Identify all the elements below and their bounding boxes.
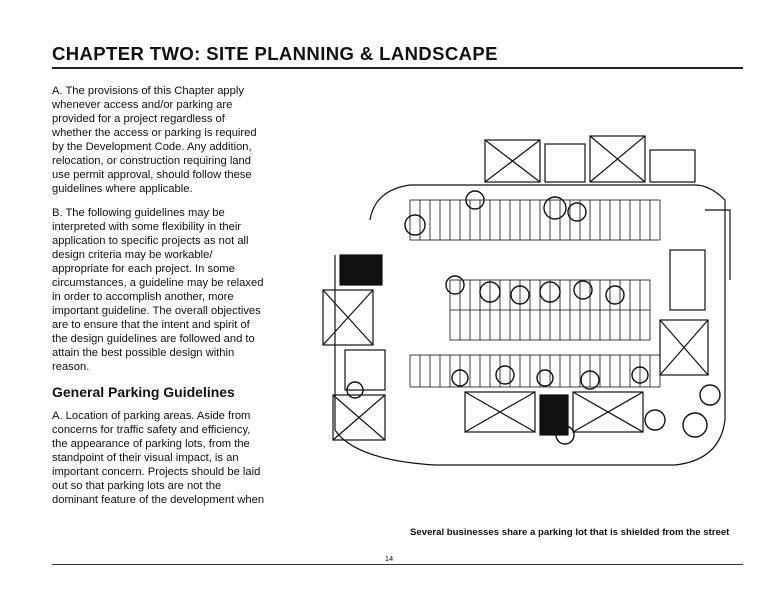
top-buildings — [485, 136, 695, 182]
header-rule — [52, 67, 743, 69]
figure-caption: Several businesses share a parking lot that is shielded from the street — [410, 527, 730, 538]
section-heading: General Parking Guidelines — [52, 384, 235, 400]
paragraph-a: A. The provisions of this Chapter apply whenever access and/or parking are provided for a project regardless of whether the access or parking is required by the Development Code. Any addition, relocation, or construction requiring land use permit approval, should follow these guidelines where applicable. — [52, 85, 257, 195]
body-column — [52, 84, 267, 517]
parking-rows — [410, 200, 660, 387]
right-buildings — [660, 210, 730, 375]
left-buildings — [323, 255, 385, 390]
page-title: CHAPTER TWO: SITE PLANNING & LANDSCAPE — [52, 43, 498, 64]
bottom-buildings — [333, 392, 643, 440]
footer-rule — [52, 564, 743, 565]
site-plan-illustration — [315, 130, 735, 478]
paragraph-c: A. Location of parking areas. Aside from concerns for traffic safety and efficiency, the appearance of parking lots, from the standpoint of their visual impact, is an important concern. Projects should be laid out so that parking lots are not the dominant feature of the development when — [52, 410, 265, 506]
paragraph-b: B. The following guidelines may be interpreted with some flexibility in their application to specific projects as not all design criteria may be workable/ appropriate for each project. In some circumstances, a guideline may be relaxed in order to accomplish another, more important guideline. The overall objectives are to ensure that the intent and spirit of the design guidelines are followed and to attain the best possible design within reason. — [52, 207, 264, 373]
page-number: 14 — [384, 554, 394, 563]
trees — [347, 191, 720, 444]
